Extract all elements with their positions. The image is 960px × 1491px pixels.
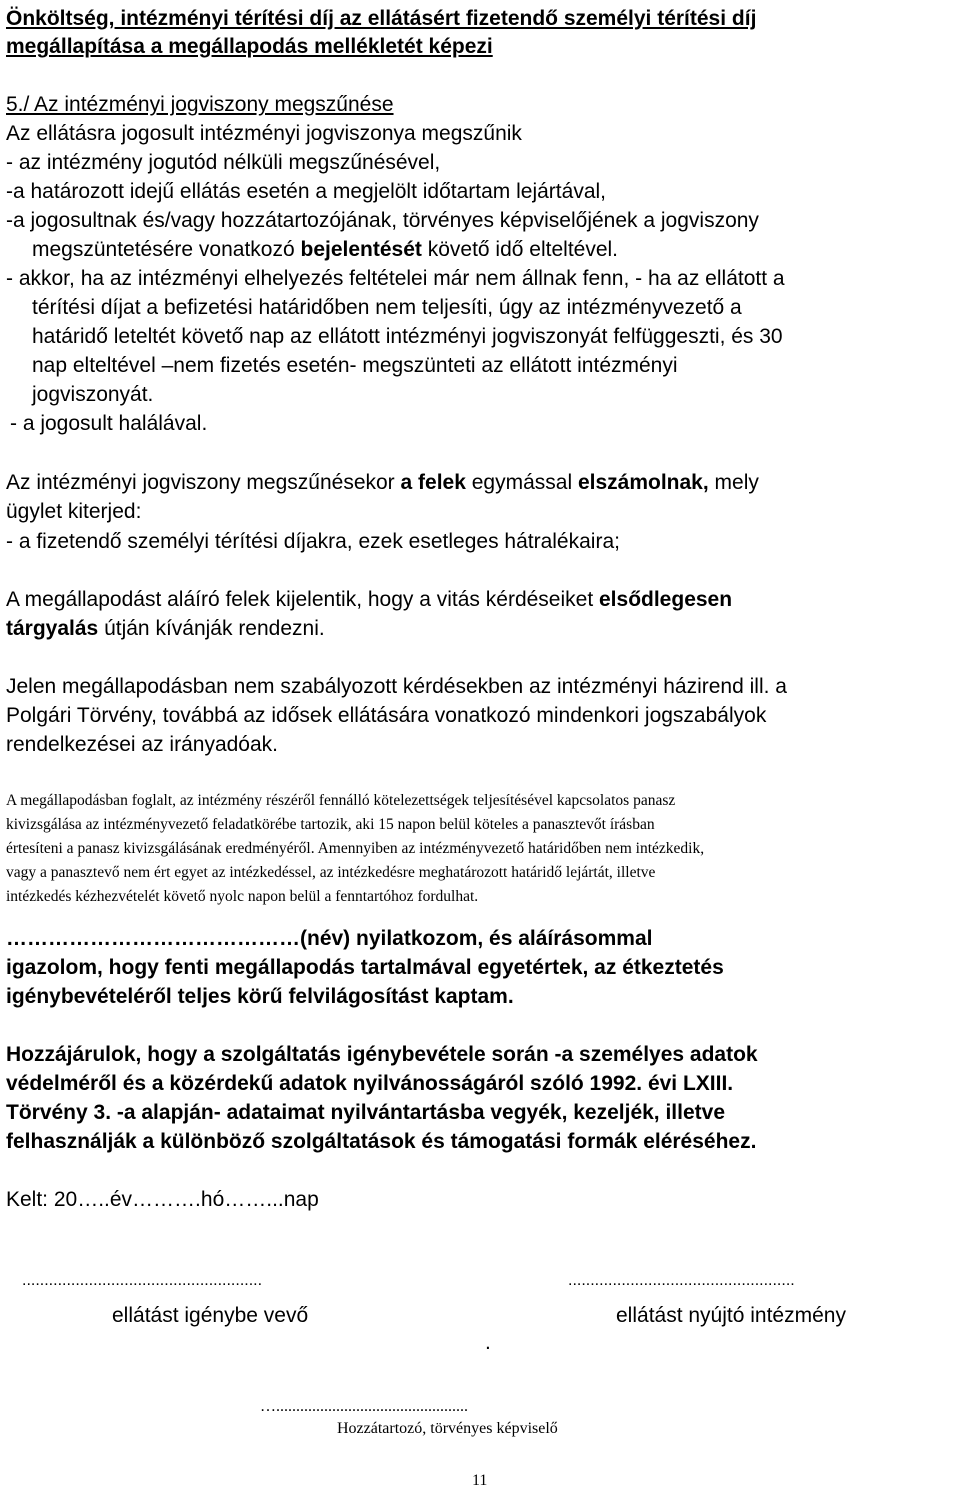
panasz-line-1: A megállapodásban foglalt, az intézmény részéről fennálló kötelezettségek teljesítésével kapcsolatos panasz <box>6 792 676 809</box>
nyilatkozat-line-1: ……………………………………(név) nyilatkozom, és aláírásommal <box>6 927 653 950</box>
elszamolas-line-2: ügylet kiterjed: <box>6 500 142 523</box>
header-line-2: megállapítása a megállapodás mellékletét képezi <box>6 35 493 58</box>
signature-right-label: ellátást nyújtó intézmény <box>616 1304 846 1327</box>
panasz-line-3: értesíteni a panasz kivizsgálásának eredményéről. Amennyiben az intézményvezető határidőben nem intézkedik, <box>6 840 705 857</box>
elszamolas-post: mely <box>708 471 759 494</box>
hazirend-line-1: Jelen megállapodásban nem szabályozott kérdésekben az intézményi házirend ill. a <box>6 675 787 698</box>
akkor-line-5: jogviszonyát. <box>32 383 154 406</box>
elszamolas-pre: Az intézményi jogviszony megszűnésekor <box>6 471 401 494</box>
signature-dot: . <box>485 1331 491 1354</box>
vitas-line-2 <box>6 616 325 642</box>
elszamolas-line-3: - a fizetendő személyi térítési díjakra, ezek esetleges hátralékaira; <box>6 530 620 553</box>
elszamolas-bold-1: a felek <box>400 471 466 494</box>
vitas-line-1 <box>6 587 732 613</box>
signature-bottom-label: Hozzátartozó, törvényes képviselő <box>337 1420 558 1437</box>
header-line-1: Önköltség, intézményi térítési díj az ellátásért fizetendő személyi térítési díj <box>6 7 757 30</box>
section-5-line-1: Az ellátásra jogosult intézményi jogviszonya megszűnik <box>6 122 522 145</box>
vitas-pre: A megállapodást aláíró felek kijelentik, hogy a vitás kérdéseiket <box>6 588 599 611</box>
nyilatkozat-line-3: igénybevételéről teljes körű felvilágosítást kaptam. <box>6 985 514 1008</box>
hozzajarulas-line-4: felhasználják a különböző szolgáltatások és támogatási formák eléréséhez. <box>6 1130 757 1153</box>
bejelentes-post: követő idő elteltével. <box>421 238 619 261</box>
signature-left-label: ellátást igénybe vevő <box>112 1304 309 1327</box>
akkor-line-2: térítési díjat a befizetési határidőben nem teljesíti, úgy az intézményvezető a <box>32 296 742 319</box>
signature-bottom-dots: …................................................ <box>260 1398 468 1415</box>
halal-line: - a jogosult halálával. <box>10 412 208 435</box>
hazirend-line-2: Polgári Törvény, továbbá az idősek ellátására vonatkozó mindenkori jogszabályok <box>6 704 767 727</box>
section-5-title: 5./ Az intézményi jogviszony megszűnése <box>6 93 394 116</box>
hozzajarulas-line-2: védelméről és a közérdekű adatok nyilvánosságáról szóló 1992. évi LXIII. <box>6 1072 734 1095</box>
nyilatkozat-line-2: igazolom, hogy fenti megállapodás tartalmával egyetértek, az étkeztetés <box>6 956 724 979</box>
kelt-line: Kelt: 20…..év……….hó……...nap <box>6 1188 319 1211</box>
section-5-line-2: - az intézmény jogutód nélküli megszűnésével, <box>6 151 441 174</box>
elszamolas-line-1 <box>6 470 759 496</box>
section-5-line-4: -a jogosultnak és/vagy hozzátartozójának, törvényes képviselőjének a jogviszony <box>6 209 759 232</box>
panasz-line-2: kivizsgálása az intézményvezető feladatkörébe tartozik, aki 15 napon belül köteles a panasztevőt írásban <box>6 816 655 833</box>
panasz-line-5: intézkedés kézhezvételét követő nyolc napon belül a fenntartóhoz fordulhat. <box>6 888 479 905</box>
vitas-bold-1: elsődlegesen <box>599 588 733 611</box>
vitas-post: útján kívánják rendezni. <box>98 617 325 640</box>
page-number: 11 <box>472 1472 488 1489</box>
elszamolas-mid: egymással <box>465 471 578 494</box>
hozzajarulas-line-3: Törvény 3. -a alapján- adataimat nyilvántartásba vegyék, kezeljék, illetve <box>6 1101 726 1124</box>
section-5-line-3: -a határozott idejű ellátás esetén a megjelölt időtartam lejártával, <box>6 180 606 203</box>
akkor-line-4: nap elteltével –nem fizetés esetén- megszünteti az ellátott intézményi <box>32 354 678 377</box>
elszamolas-bold-2: elszámolnak, <box>577 471 709 494</box>
section-5-bejelentes <box>32 237 618 263</box>
akkor-line-1: - akkor, ha az intézményi elhelyezés feltételei már nem állnak fenn, - ha az ellátott a <box>6 267 785 290</box>
hozzajarulas-line-1: Hozzájárulok, hogy a szolgáltatás igénybevétele során -a személyes adatok <box>6 1043 758 1066</box>
akkor-line-3: határidő leteltét követő nap az ellátott intézményi jogviszonyát felfüggeszti, és 30 <box>32 325 783 348</box>
bejelentes-pre: megszüntetésére vonatkozó <box>32 238 301 261</box>
vitas-bold-2: tárgyalás <box>6 617 99 640</box>
hazirend-line-3: rendelkezései az irányadóak. <box>6 733 278 756</box>
panasz-line-4: vagy a panasztevő nem ért egyet az intézkedéssel, az intézkedésre meghatározott határidő lejártát, illetve <box>6 864 656 881</box>
bejelentes-bold: bejelentését <box>300 238 422 261</box>
signature-right-dots: ................................................... <box>568 1272 795 1289</box>
signature-left-dots: ...................................................... <box>22 1272 263 1289</box>
